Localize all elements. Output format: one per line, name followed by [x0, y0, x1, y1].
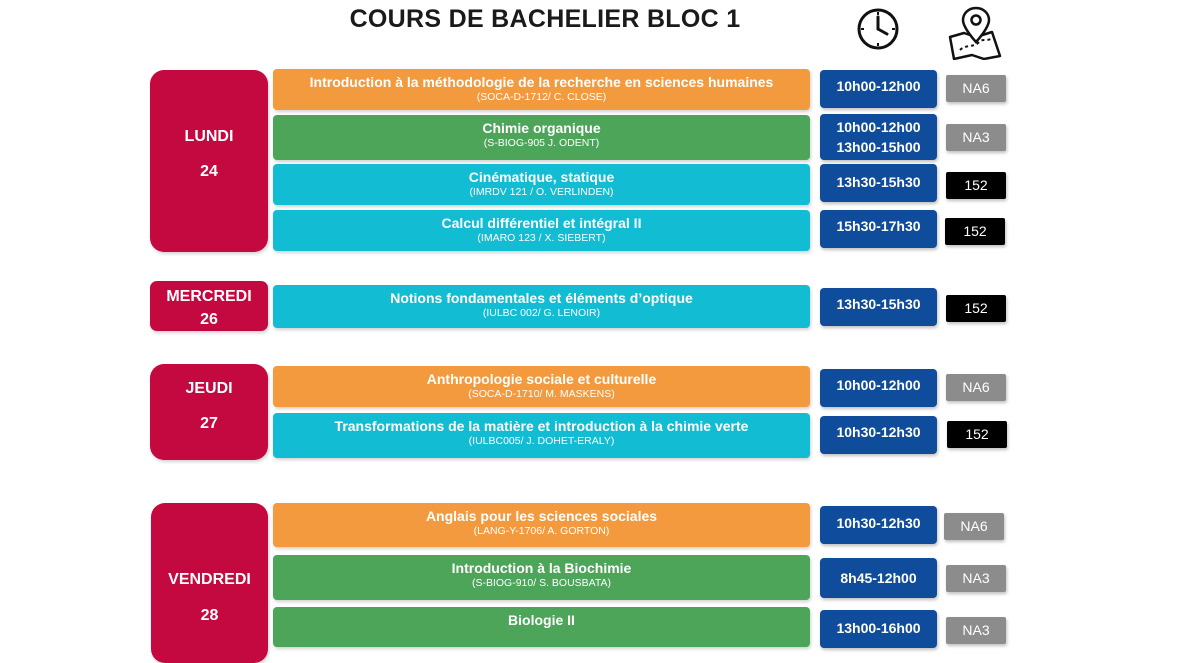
day-number: 28 — [200, 607, 219, 624]
course-code: (S-BIOG-905 J. ODENT) — [483, 137, 600, 149]
day-name: LUNDI — [184, 128, 234, 145]
day-number: 27 — [200, 415, 218, 432]
time-text: 10h00-12h00 — [836, 78, 921, 94]
time-slot — [820, 164, 937, 202]
time-text: 15h30-17h30 — [836, 218, 921, 234]
room-badge: NA6 — [946, 374, 1006, 401]
page-title: COURS DE BACHELIER BLOC 1 — [349, 5, 741, 33]
course-card — [273, 607, 810, 647]
time-text: 13h00-15h00 — [836, 139, 921, 155]
time-slot — [820, 288, 937, 326]
time-slot — [820, 416, 937, 454]
course-card — [273, 503, 810, 547]
course-name: Introduction à la méthodologie de la recherche en sciences humaines — [309, 74, 774, 90]
time-text: 10h30-12h30 — [836, 424, 921, 440]
course-code: (SOCA-D-1712/ C. CLOSE) — [476, 91, 607, 103]
course-code: (SOCA-D-1710/ M. MASKENS) — [468, 388, 615, 400]
course-card — [273, 285, 810, 328]
course-code: (IMRDV 121 / O. VERLINDEN) — [469, 186, 614, 198]
time-text: 10h30-12h30 — [836, 515, 921, 531]
course-name: Chimie organique — [482, 120, 601, 136]
room-badge: 152 — [946, 172, 1006, 199]
time-slot — [820, 70, 937, 108]
time-slot — [820, 506, 937, 544]
course-name: Notions fondamentales et éléments d’optique — [390, 290, 693, 306]
course-name: Anthropologie sociale et culturelle — [426, 371, 657, 387]
room-badge: NA3 — [946, 565, 1006, 592]
day-number: 24 — [200, 163, 218, 180]
room-badge: NA6 — [946, 75, 1006, 102]
course-card — [273, 366, 810, 407]
course-card — [273, 210, 810, 251]
room-badge: NA3 — [946, 617, 1006, 644]
course-card — [273, 555, 810, 600]
course-card — [273, 413, 810, 458]
course-card — [273, 115, 810, 160]
time-text: 10h00-12h00 — [836, 377, 921, 393]
course-code: (LANG-Y-1706/ A. GORTON) — [473, 525, 610, 537]
time-slot — [820, 558, 937, 598]
course-name: Transformations de la matière et introduction à la chimie verte — [334, 418, 749, 434]
course-code: (IULBC 002/ G. LENOIR) — [482, 307, 601, 319]
course-code: (S-BIOG-910/ S. BOUSBATA) — [471, 577, 612, 589]
day-block-thursday — [150, 364, 268, 460]
room-badge: 152 — [945, 218, 1005, 245]
time-text: 13h00-16h00 — [836, 620, 921, 636]
room-badge: 152 — [946, 295, 1006, 322]
course-name: Introduction à la Biochimie — [451, 560, 632, 576]
day-number: 26 — [200, 311, 218, 328]
time-text: 13h30-15h30 — [836, 174, 921, 190]
course-code: (IULBC005/ J. DOHET-ERALY) — [468, 435, 615, 447]
course-name: Calcul différentiel et intégral II — [441, 215, 642, 231]
time-slot — [820, 210, 937, 248]
time-slot — [820, 114, 937, 160]
time-text: 13h30-15h30 — [836, 296, 921, 312]
map-pin-icon — [946, 4, 1004, 60]
day-block-monday — [150, 70, 268, 252]
time-text: 10h00-12h00 — [836, 119, 921, 135]
time-text: 8h45-12h00 — [840, 570, 917, 586]
room-badge: NA6 — [944, 513, 1004, 540]
day-name: VENDREDI — [168, 571, 251, 588]
room-badge: NA3 — [946, 124, 1006, 151]
course-code: (IMARO 123 / X. SIEBERT) — [477, 232, 606, 244]
time-slot — [820, 369, 937, 407]
course-card — [273, 69, 810, 110]
course-name: Cinématique, statique — [468, 169, 615, 185]
day-name: JEUDI — [185, 380, 233, 397]
clock-icon — [854, 4, 902, 52]
time-slot — [820, 610, 937, 648]
course-name: Biologie II — [508, 612, 575, 628]
day-block-friday — [151, 503, 268, 663]
room-badge: 152 — [947, 421, 1007, 448]
course-name: Anglais pour les sciences sociales — [425, 508, 658, 524]
day-name: MERCREDI — [166, 288, 252, 305]
course-card — [273, 164, 810, 205]
day-block-wednesday — [150, 281, 268, 331]
